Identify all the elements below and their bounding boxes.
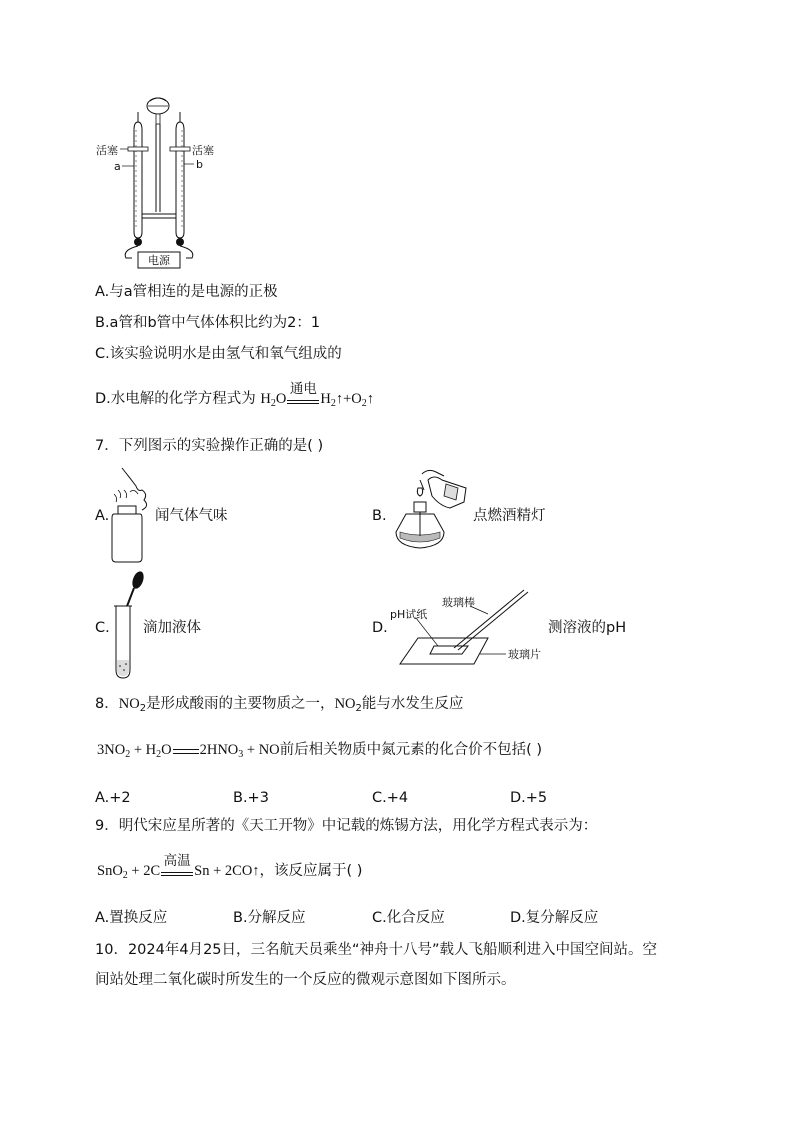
ph-paper-label: pH试纸	[390, 608, 428, 621]
glass-rod-label: 玻璃棒	[442, 596, 475, 609]
q9-option-d: D.复分解反应	[510, 910, 599, 926]
tube-a-label: a	[114, 160, 121, 173]
q7-option-d-letter: D.	[372, 620, 388, 636]
q7-option-c-text: 滴加液体	[143, 620, 201, 636]
q6-option-b: B.a管和b管中气体体积比约为2：1	[95, 315, 321, 331]
q7-option-d-text: 测溶液的pH	[548, 620, 627, 636]
q8-option-b: B.+3	[233, 790, 269, 806]
q6-option-d	[95, 381, 374, 409]
q9-condition: 高温	[163, 853, 191, 869]
q7-option-b-text: 点燃酒精灯	[473, 508, 546, 524]
smell-gas-illustration	[108, 464, 158, 564]
q7-option-c-letter: C.	[95, 620, 110, 636]
q7-option-a-text: 闻气体气味	[155, 508, 228, 524]
q6-d-equation: $H_2O$ 通电 $H_2↑+O_2↑$	[260, 381, 374, 409]
glass-plate-label: 玻璃片	[508, 648, 541, 661]
right-valve-label: 活塞	[192, 144, 214, 157]
q8-option-d: D.+5	[510, 790, 548, 806]
q6-option-d-prefix: D.水电解的化学方程式为	[95, 391, 256, 407]
q10-line-1: 10．2024年4月25日，三名航天员乘坐“神舟十八号”载人飞船顺利进入中国空间站。空	[95, 942, 658, 958]
tube-b-label: b	[196, 158, 203, 171]
q9-option-a: A.置换反应	[95, 910, 168, 926]
q8-option-c: C.+4	[372, 790, 409, 806]
q8-option-a: A.+2	[95, 790, 131, 806]
q9-stem: 9．明代宋应星所著的《天工开物》中记载的炼锡方法，用化学方程式表示为：	[95, 818, 598, 834]
q7-stem: 7．下列图示的实验操作正确的是( )	[95, 438, 324, 454]
q6-d-condition: 通电	[289, 381, 317, 397]
q9-equation-line: SnO$_2$ + 2C 高温 Sn + 2CO↑，该反应属于( )	[97, 853, 363, 881]
left-valve-label: 活塞	[96, 144, 118, 157]
q10-line-2: 间站处理二氧化碳时所发生的一个反应的微观示意图如下图所示。	[95, 972, 516, 988]
q9-option-b: B.分解反应	[233, 910, 306, 926]
q6-option-a: A.与a管相连的是电源的正极	[95, 284, 278, 300]
ph-test-illustration	[388, 588, 541, 668]
q7-option-b-letter: B.	[372, 508, 387, 524]
q9-option-c: C.化合反应	[372, 910, 445, 926]
q8-equation-line: $3NO_2 + H_2O$ $2HNO_3$ + NO前后相关物质中氮元素的化合价不包括( )	[97, 742, 543, 760]
q9-equation: SnO$_2$ + 2C 高温 Sn + 2CO↑	[97, 853, 260, 881]
power-label: 电源	[148, 254, 170, 267]
alcohol-lamp-illustration	[388, 466, 478, 556]
q8-equation: $3NO_2 + H_2O$ $2HNO_3$ + NO	[97, 742, 280, 760]
q7-option-a-letter: A.	[95, 508, 110, 524]
q8-stem: 8．$NO_2$是形成酸雨的主要物质之一，$NO_2$能与水发生反应	[95, 696, 464, 714]
q6-option-c: C.该实验说明水是由氢气和氧气组成的	[95, 346, 342, 362]
